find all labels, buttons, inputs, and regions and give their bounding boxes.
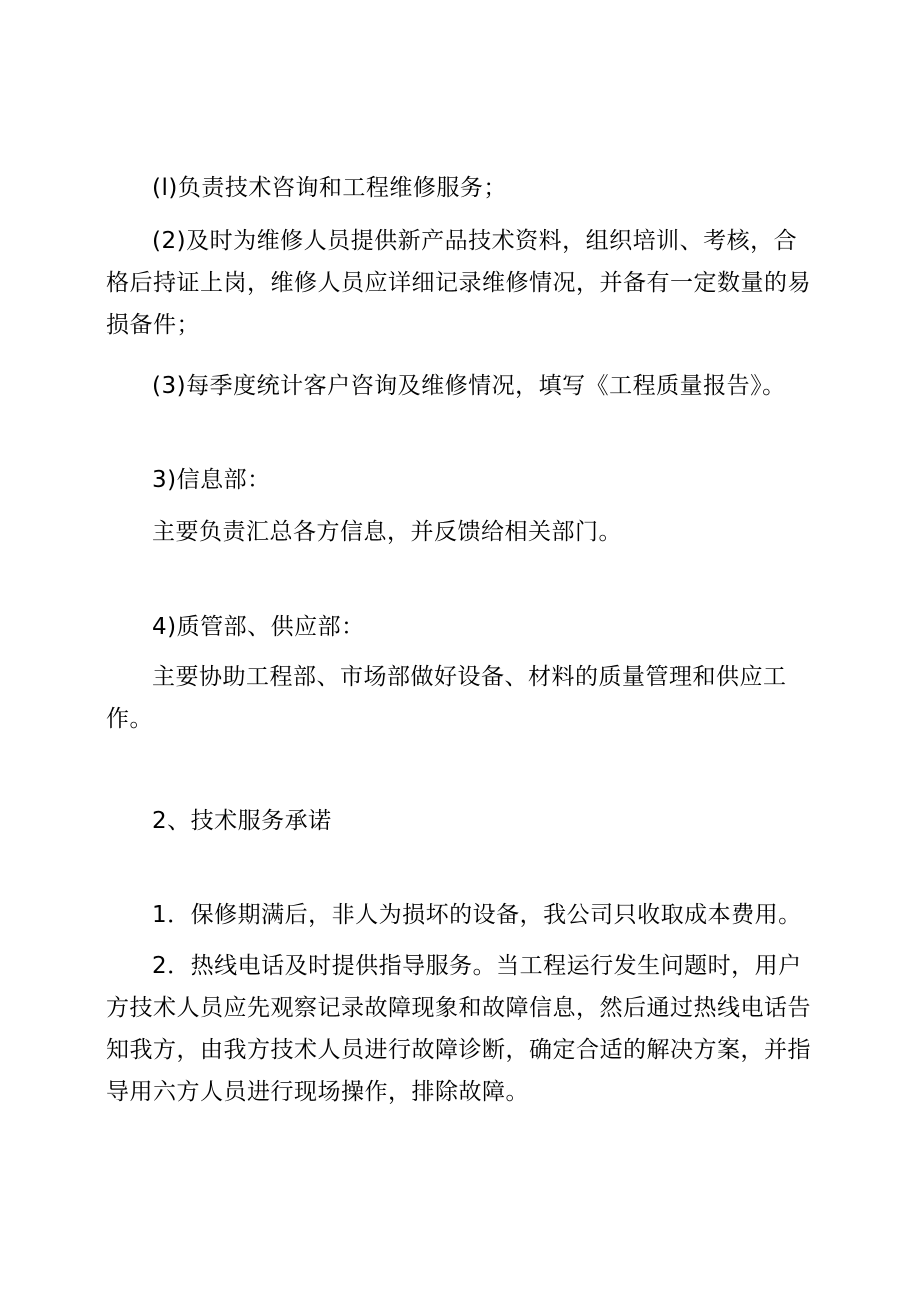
paragraph-1 [106, 167, 818, 209]
paragraph-6 [106, 606, 818, 648]
paragraph-text: 3)信息部： [152, 467, 271, 493]
section-heading [106, 800, 818, 842]
paragraph-7 [106, 656, 818, 740]
paragraph-text: (2)及时为维修人员提供新产品技术资料，组织培训、考核，合格后持证上岗，维修人员应详细记录维修情况，并备有一定数量的易损备件； [106, 228, 811, 338]
paragraph-text: (3)每季度统计客户咨询及维修情况，填写《工程质量报告》。 [152, 373, 786, 399]
paragraph-text: 主要负责汇总各方信息，并反馈给相关部门。 [152, 519, 622, 545]
paragraph-9 [106, 894, 818, 936]
paragraph-text: (l)负责技术咨询和工程维修服务； [152, 175, 507, 201]
paragraph-text: 2、技术服务承诺 [152, 808, 332, 834]
paragraph-text: 1．保修期满后，非人为损坏的设备，我公司只收取成本费用。 [152, 902, 802, 928]
paragraph-5 [106, 511, 818, 553]
paragraph-text: 主要协助工程部、市场部做好设备、材料的质量管理和供应工作。 [106, 664, 787, 732]
paragraph-2 [106, 220, 818, 346]
paragraph-text: 2．热线电话及时提供指导服务。当工程运行发生问题时，用户方技术人员应先观察记录故障现象和故障信息，然后通过热线电话告知我方，由我方技术人员进行故障诊断，确定合适的解决方案，并指导用六方人员进行现场操作，排除故障。 [106, 953, 811, 1105]
paragraph-4 [106, 459, 818, 501]
paragraph-3 [106, 365, 818, 407]
paragraph-text: 4)质管部、供应部： [152, 614, 365, 640]
paragraph-10 [106, 945, 818, 1113]
